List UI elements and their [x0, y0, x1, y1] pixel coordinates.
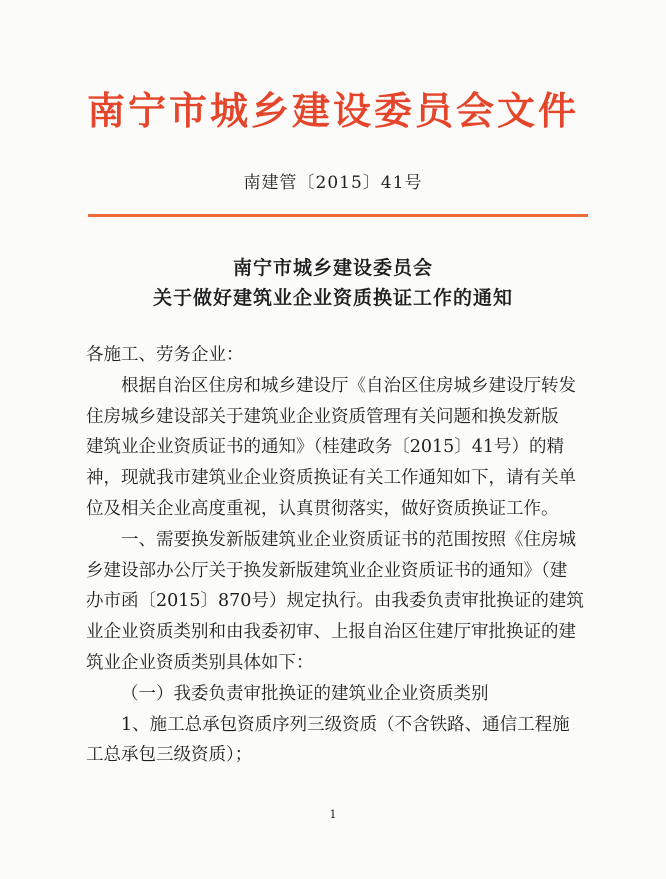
body-line: 位及相关企业高度重视，认真贯彻落实，做好资质换证工作。	[86, 498, 559, 519]
body-line: 工总承包三级资质）；	[86, 745, 253, 766]
body-line: 业企业资质类别和由我委初审、上报自治区住建厅审批换证的建	[86, 622, 576, 643]
page-number: 1	[329, 808, 337, 821]
body-line: 根据自治区住房和城乡建设厅《自治区住房城乡建设厅转发	[121, 375, 576, 396]
body-line: 神，现就我市建筑业企业资质换证有关工作通知如下，请有关单	[86, 468, 576, 489]
notice-title-line-2: 关于做好建筑业企业资质换证工作的通知	[152, 287, 513, 309]
notice-title-line-1: 南宁市城乡建设委员会	[232, 257, 433, 279]
body-line: 筑业企业资质类别具体如下：	[86, 652, 314, 673]
header-divider	[88, 214, 588, 217]
body-line: 建筑业企业资质证书的通知》（桂建政务〔2015〕41号）的精	[86, 437, 565, 458]
body-line: 乡建设部办公厅关于换发新版建筑业企业资质证书的通知》（建	[86, 560, 568, 581]
section-heading: （一）我委负责审批换证的建筑业企业资质类别	[121, 683, 489, 704]
salutation: 各施工、劳务企业：	[86, 345, 244, 365]
body-line: 1、施工总承包资质序列三级资质（不含铁路、通信工程施	[121, 714, 570, 735]
body-line: 住房城乡建设部关于建筑业企业资质管理有关问题和换发新版	[86, 406, 559, 427]
body-line: 办市函〔2015〕870号）规定执行。由我委负责审批换证的建筑	[86, 591, 584, 612]
document-masthead: 南宁市城乡建设委员会文件	[86, 88, 579, 133]
body-line: 一、需要换发新版建筑业企业资质证书的范围按照《住房城	[121, 529, 576, 550]
notice-body	[86, 340, 606, 771]
document-number: 南建管〔2015〕41号	[243, 173, 423, 193]
